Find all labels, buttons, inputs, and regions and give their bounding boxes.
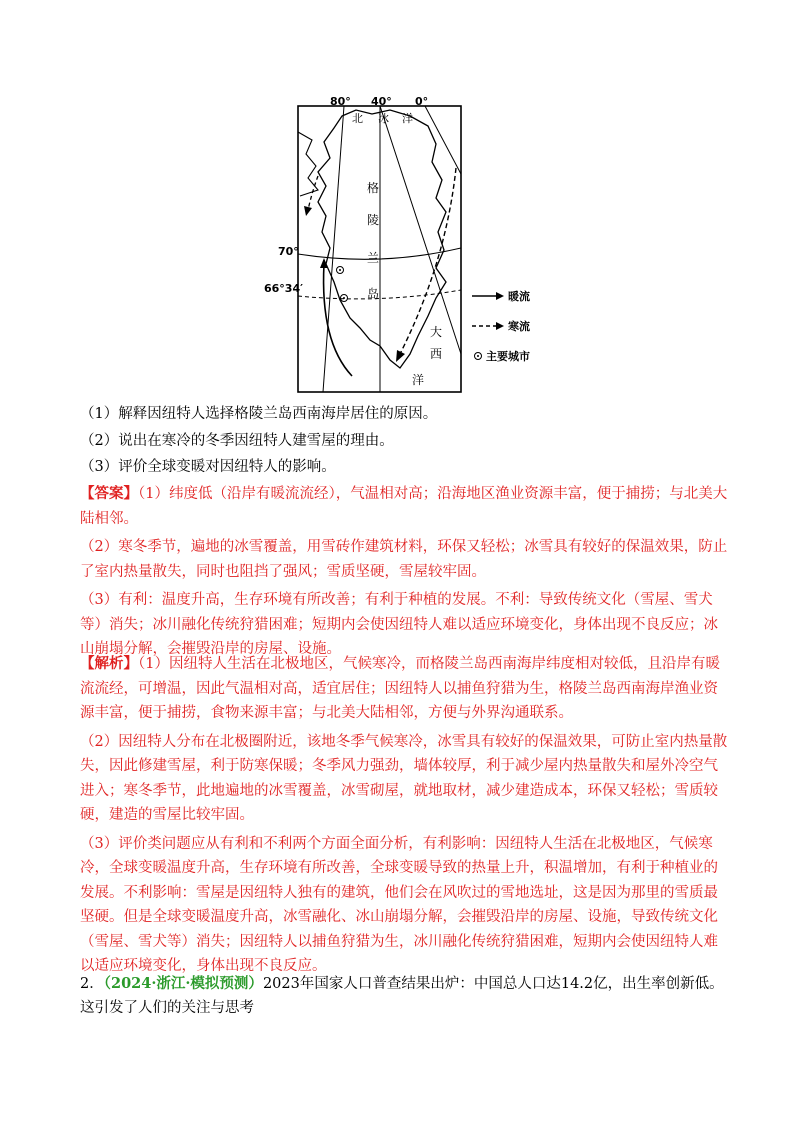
label-lan: 兰: [367, 251, 380, 265]
lon-label-40: 40°: [371, 95, 392, 108]
label-ling: 陵: [367, 213, 380, 227]
q2-text: 2023年国家人口普查结果出炉：中国总人口达14.2亿，出生率创新低。这引发了人们的关注与思考: [80, 976, 724, 1016]
lon-label-0: 0°: [415, 95, 429, 108]
question-1: （1）解释因纽特人选择格陵兰岛西南海岸居住的原因。: [80, 406, 438, 422]
analysis-block: [80, 652, 730, 979]
q2-source: （2024·浙江·模拟预测）: [103, 975, 263, 992]
legend-city: 主要城市: [486, 350, 530, 363]
label-da: 大: [430, 325, 443, 339]
lat-label-arctic: 66°34′: [264, 282, 304, 295]
label-dao: 岛: [367, 287, 380, 301]
label-yang2: 洋: [412, 373, 425, 387]
analysis-p1: 【解析】（1）因纽特人生活在北极地区，气候寒冷，而格陵兰岛西南海岸纬度相对较低，且沿岸有暖流流经，可增温，因此气温相对高，适宜居住；因纽特人以捕鱼狩猎为生，格陵兰岛西南海岸渔业资源丰富，便于捕捞，食物来源丰富；与北美大陆相邻，方便与外界沟通联系。: [80, 655, 720, 721]
lat-label-70: 70°: [278, 245, 299, 258]
label-yang1: 洋: [402, 112, 413, 125]
question-2: （2）说出在寒冷的冬季因纽特人建雪屋的理由。: [80, 433, 394, 449]
answer-block: [80, 482, 730, 662]
label-bei: 北: [352, 112, 363, 125]
greenland-map: [260, 92, 550, 394]
q2-number: 2．: [80, 976, 104, 992]
label-xi: 西: [430, 347, 443, 361]
lon-label-80: 80°: [330, 95, 351, 108]
answer-p2: （2）寒冬季节，遍地的冰雪覆盖，用雪砖作建筑材料，环保又轻松；冰雪具有较好的保温效果，防止了室内热量散失，同时也阻挡了强风；雪质坚硬，雪屋较牢固。: [80, 539, 728, 580]
answer-p1: 【答案】（1）纬度低（沿岸有暖流流经），气温相对高；沿海地区渔业资源丰富，便于捕捞；与北美大陆相邻。: [80, 485, 728, 527]
analysis-p2: （2）因纽特人分布在北极圈附近，该地冬季气候寒冷，冰雪具有较好的保温效果，可防止室内热量散失，因此修建雪屋，利于防寒保暖；冬季风力强劲，墙体较厚，利于减少屋内热量散失和屋外冷空气进入；寒冬季节，此地遍地的冰雪覆盖，冰雪砌屋，就地取材，减少建造成本，环保又轻松；雪质较硬，建造的雪屋比较牢固。: [80, 733, 728, 823]
question-2-stem: [80, 972, 730, 1020]
question-3: （3）评价全球变暖对因纽特人的影响。: [80, 459, 336, 475]
label-bing: 冰: [378, 112, 389, 125]
legend-warm: 暖流: [508, 290, 530, 303]
analysis-tag: 【解析】: [80, 655, 138, 672]
analysis-p3: （3）评价类问题应从有利和不利两个方面全面分析，有利影响：因纽特人生活在北极地区，气候寒冷，全球变暖温度升高，生存环境有所改善，全球变暖导致的热量上升，积温增加，有利于种植业的发展。不利影响：雪屋是因纽特人独有的建筑，他们会在风吹过的雪地选址，这是因为那里的雪质最坚硬。但是全球变暖温度升高，冰雪融化、冰山崩塌分解，会摧毁沿岸的房屋、设施，导致传统文化（雪屋、雪犬等）消失；因纽特人以捕鱼狩猎为生，冰川融化传统狩猎困难，短期内会使因纽特人难以适应环境变化，身体出现不良反应。: [80, 835, 718, 974]
label-ge: 格: [367, 181, 380, 195]
answer-tag: 【答案】: [80, 485, 138, 502]
legend-cold: 寒流: [508, 320, 530, 333]
answer-p3: （3）有利：温度升高，生存环境有所改善；有利于种植的发展。不利：导致传统文化（雪屋、雪犬等）消失；冰川融化传统狩猎困难；短期内会使因纽特人难以适应环境变化，身体出现不良反应；冰山崩塌分解，会摧毁沿岸的房屋、设施。: [80, 592, 718, 657]
